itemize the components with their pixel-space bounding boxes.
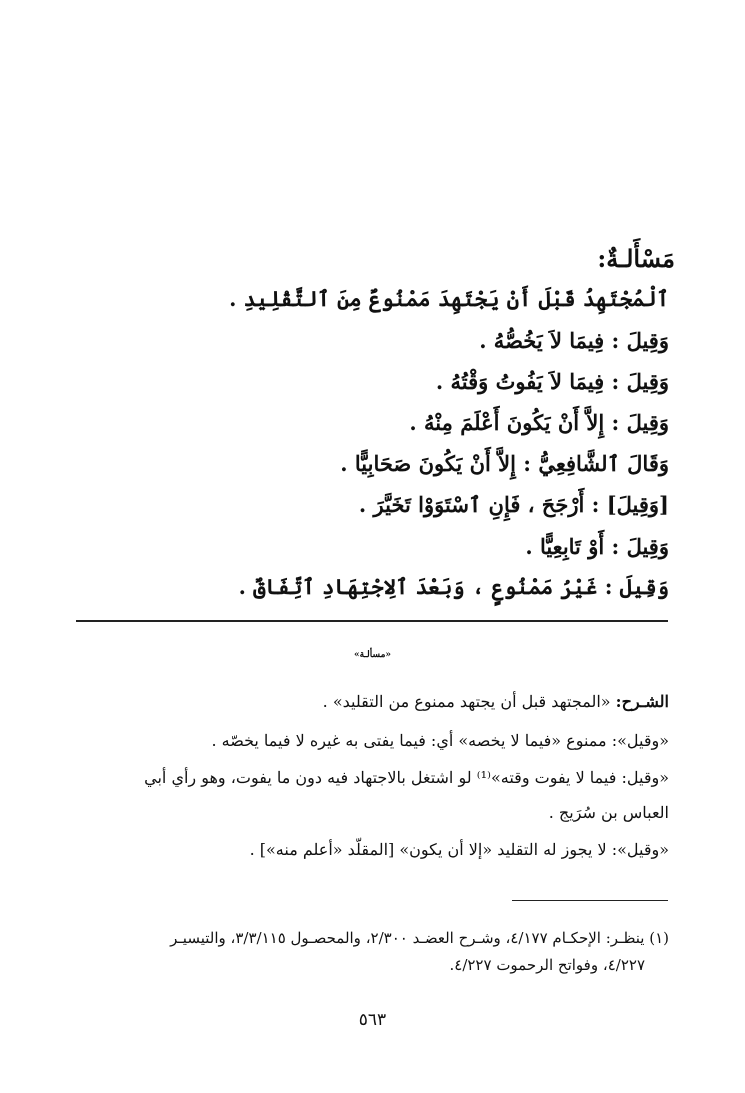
- section-divider: [76, 620, 668, 622]
- sharh-line-2: «وقيل»: ممنوع «فيما لا يخصه» أي: فيما يفتى به غيره لا فيما يخصّه .: [211, 731, 669, 750]
- page-number: ٥٦٣: [358, 1010, 387, 1030]
- footnote-rule: [512, 900, 668, 901]
- matn-line-4: وَقِيلَ : إِلاَّ أَنْ يَكُونَ أَعْلَمَ مِنْهُ .: [409, 410, 669, 435]
- matn-line-5: وَقَالَ ٱلشَّافِعِيُّ : إِلاَّ أَنْ يَكُونَ صَحَابِيًّا .: [340, 451, 669, 476]
- footnote-line-1: (١) ينظـر: الإحكـام ٤/١٧٧، وشـرح العضـد ٢/٣٠٠، والمحصـول ٣/٣/١١٥، والتيسيـر: [170, 929, 669, 947]
- sharh-line-4: العباس بن سُرَيج .: [548, 803, 669, 822]
- sharh-label: الشـرح:: [615, 692, 669, 711]
- matn-line-1: ٱلْمُجْتَهِدُ قَبْلَ أَنْ يَجْتَهِدَ مَمْنُوعٌ مِنَ ٱلتَّقْلِيدِ .: [229, 286, 669, 311]
- sharh-line-1: [323, 690, 669, 714]
- sharh-line-3: «وقيل: فيما لا يفوت وقته»⁽¹⁾ لو اشتغل بالاجتهاد فيه دون ما يفوت، وهو رأي أبي: [144, 768, 669, 787]
- sharh-line-5: «وقيل»: لا يجوز له التقليد «إلا أن يكون» [المقلّد «أعلم منه»] .: [249, 840, 669, 859]
- matn-line-2: وَقِيلَ : فِيمَا لاَ يَخُصُّهُ .: [479, 328, 669, 353]
- sharh-line-1-text: «المجتهد قبل أن يجتهد ممنوع من التقليد» .: [322, 692, 616, 711]
- matn-line-8: وَقِيلَ : غَيْرُ مَمْنُوعٍ ، وَبَعْدَ ٱلِاجْتِهَادِ ٱتِّفَاقٌ .: [238, 574, 669, 599]
- matn-heading: مَسْأَلـةٌ:: [597, 244, 675, 273]
- matn-line-7: وَقِيلَ : أَوْ تَابِعِيًّا .: [525, 534, 669, 559]
- sharh-heading: «مسألـة»: [353, 650, 392, 660]
- footnote-line-2: ٤/٢٢٧، وفواتح الرحموت ٤/٢٢٧.: [449, 956, 645, 974]
- matn-line-3: وَقِيلَ : فِيمَا لاَ يَفُوتُ وَقْتُهُ .: [435, 369, 669, 394]
- matn-line-6: [وَقِيلَ] : أَرْجَحَ ، فَإِنِ ٱسْتَوَوْا تَخَيَّرَ .: [358, 492, 669, 517]
